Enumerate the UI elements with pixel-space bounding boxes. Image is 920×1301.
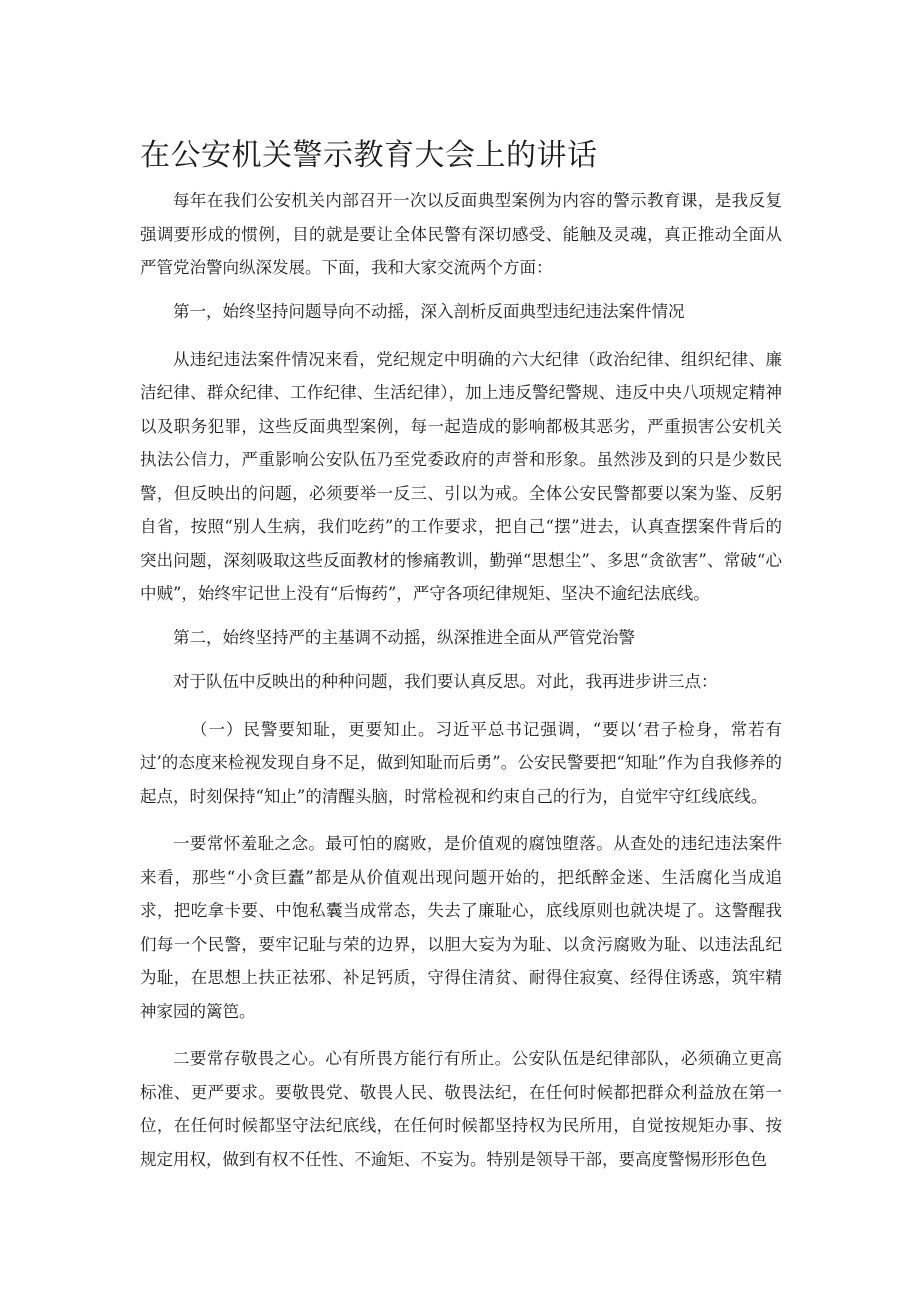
section-heading-2: 第二，始终坚持严的主基调不动摇，纵深推进全面从严管党治警	[173, 627, 635, 647]
section-2-intro: 对于队伍中反映出的种种问题，我们要认真反思。对此，我再进步讲三点：	[173, 671, 718, 691]
document-body	[140, 184, 782, 1190]
point-1-sub-1-paragraph: 一要常怀羞耻之念。最可怕的腐败，是价值观的腐蚀堕落。从查处的违纪违法案件来看，那些“小贪巨蠹”都是从价值观出现问题开始的，把纸醉金迷、生活腐化当成追求，把吃拿卡要、中饱私囊当成常态，失去了廉耻心，底线原则也就决堤了。这警醒我们每一个民警，要牢记耻与荣的边界，以胆大妄为为耻、以贪污腐败为耻、以违法乱纪为耻，在思想上扶正祛邪、补足钙质，守得住清贫、耐得住寂寞、经得住诱惑，筑牢精神家园的篱笆。	[140, 834, 782, 1021]
point-1-sub-2-paragraph: 二要常存敬畏之心。心有所畏方能行有所止。公安队伍是纪律部队，必须确立更高标准、更严要求。要敬畏党、敬畏人民、敬畏法纪，在任何时候都把群众利益放在第一位，在任何时候都坚守法纪底线，在任何时候都坚持权为民所用，自觉按规矩办事、按规定用权，做到有权不任性、不逾矩、不妄为。特别是领导干部，要高度警惕形形色色	[140, 1049, 782, 1169]
section-1-paragraph: 从违纪违法案件情况来看，党纪规定中明确的六大纪律（政治纪律、组织纪律、廉洁纪律、群众纪律、工作纪律、生活纪律），加上违反警纪警规、违反中央八项规定精神以及职务犯罪，这些反面典型案例，每一起造成的影响都极其恶劣，严重损害公安机关执法公信力，严重影响公安队伍乃至党委政府的声誉和形象。虽然涉及到的只是少数民警，但反映出的问题，必须要举一反三、引以为戒。全体公安民警都要以案为鉴、反躬自省，按照“别人生病，我们吃药”的工作要求，把自己“摆”进去，认真查摆案件背后的突出问题，深刻吸取这些反面教材的惨痛教训，勤弹“思想尘”、多思“贪欲害”、常破“心中贼”，始终牢记世上没有“后悔药”，严守各项纪律规矩、坚决不逾纪法底线。	[140, 349, 782, 603]
point-1-paragraph: （一）民警要知耻，更要知止。习近平总书记强调，“要以‘君子检身，常若有过’的态度来检视发现自身不足，做到知耻而后勇”。公安民警要把“知耻”作为自我修养的起点，时刻保持“知止”的清醒头脑，时常检视和约束自己的行为，自觉牢守红线底线。	[140, 719, 782, 806]
section-heading-1: 第一，始终坚持问题导向不动摇，深入剖析反面典型违纪违法案件情况	[173, 301, 685, 321]
intro-paragraph: 每年在我们公安机关内部召开一次以反面典型案例为内容的警示教育课，是我反复强调要形成的惯例，目的就是要让全体民警有深切感受、能触及灵魂，真正推动全面从严管党治警向纵深发展。下面，我和大家交流两个方面：	[140, 191, 782, 277]
document-title: 在公安机关警示教育大会上的讲话	[140, 138, 598, 173]
